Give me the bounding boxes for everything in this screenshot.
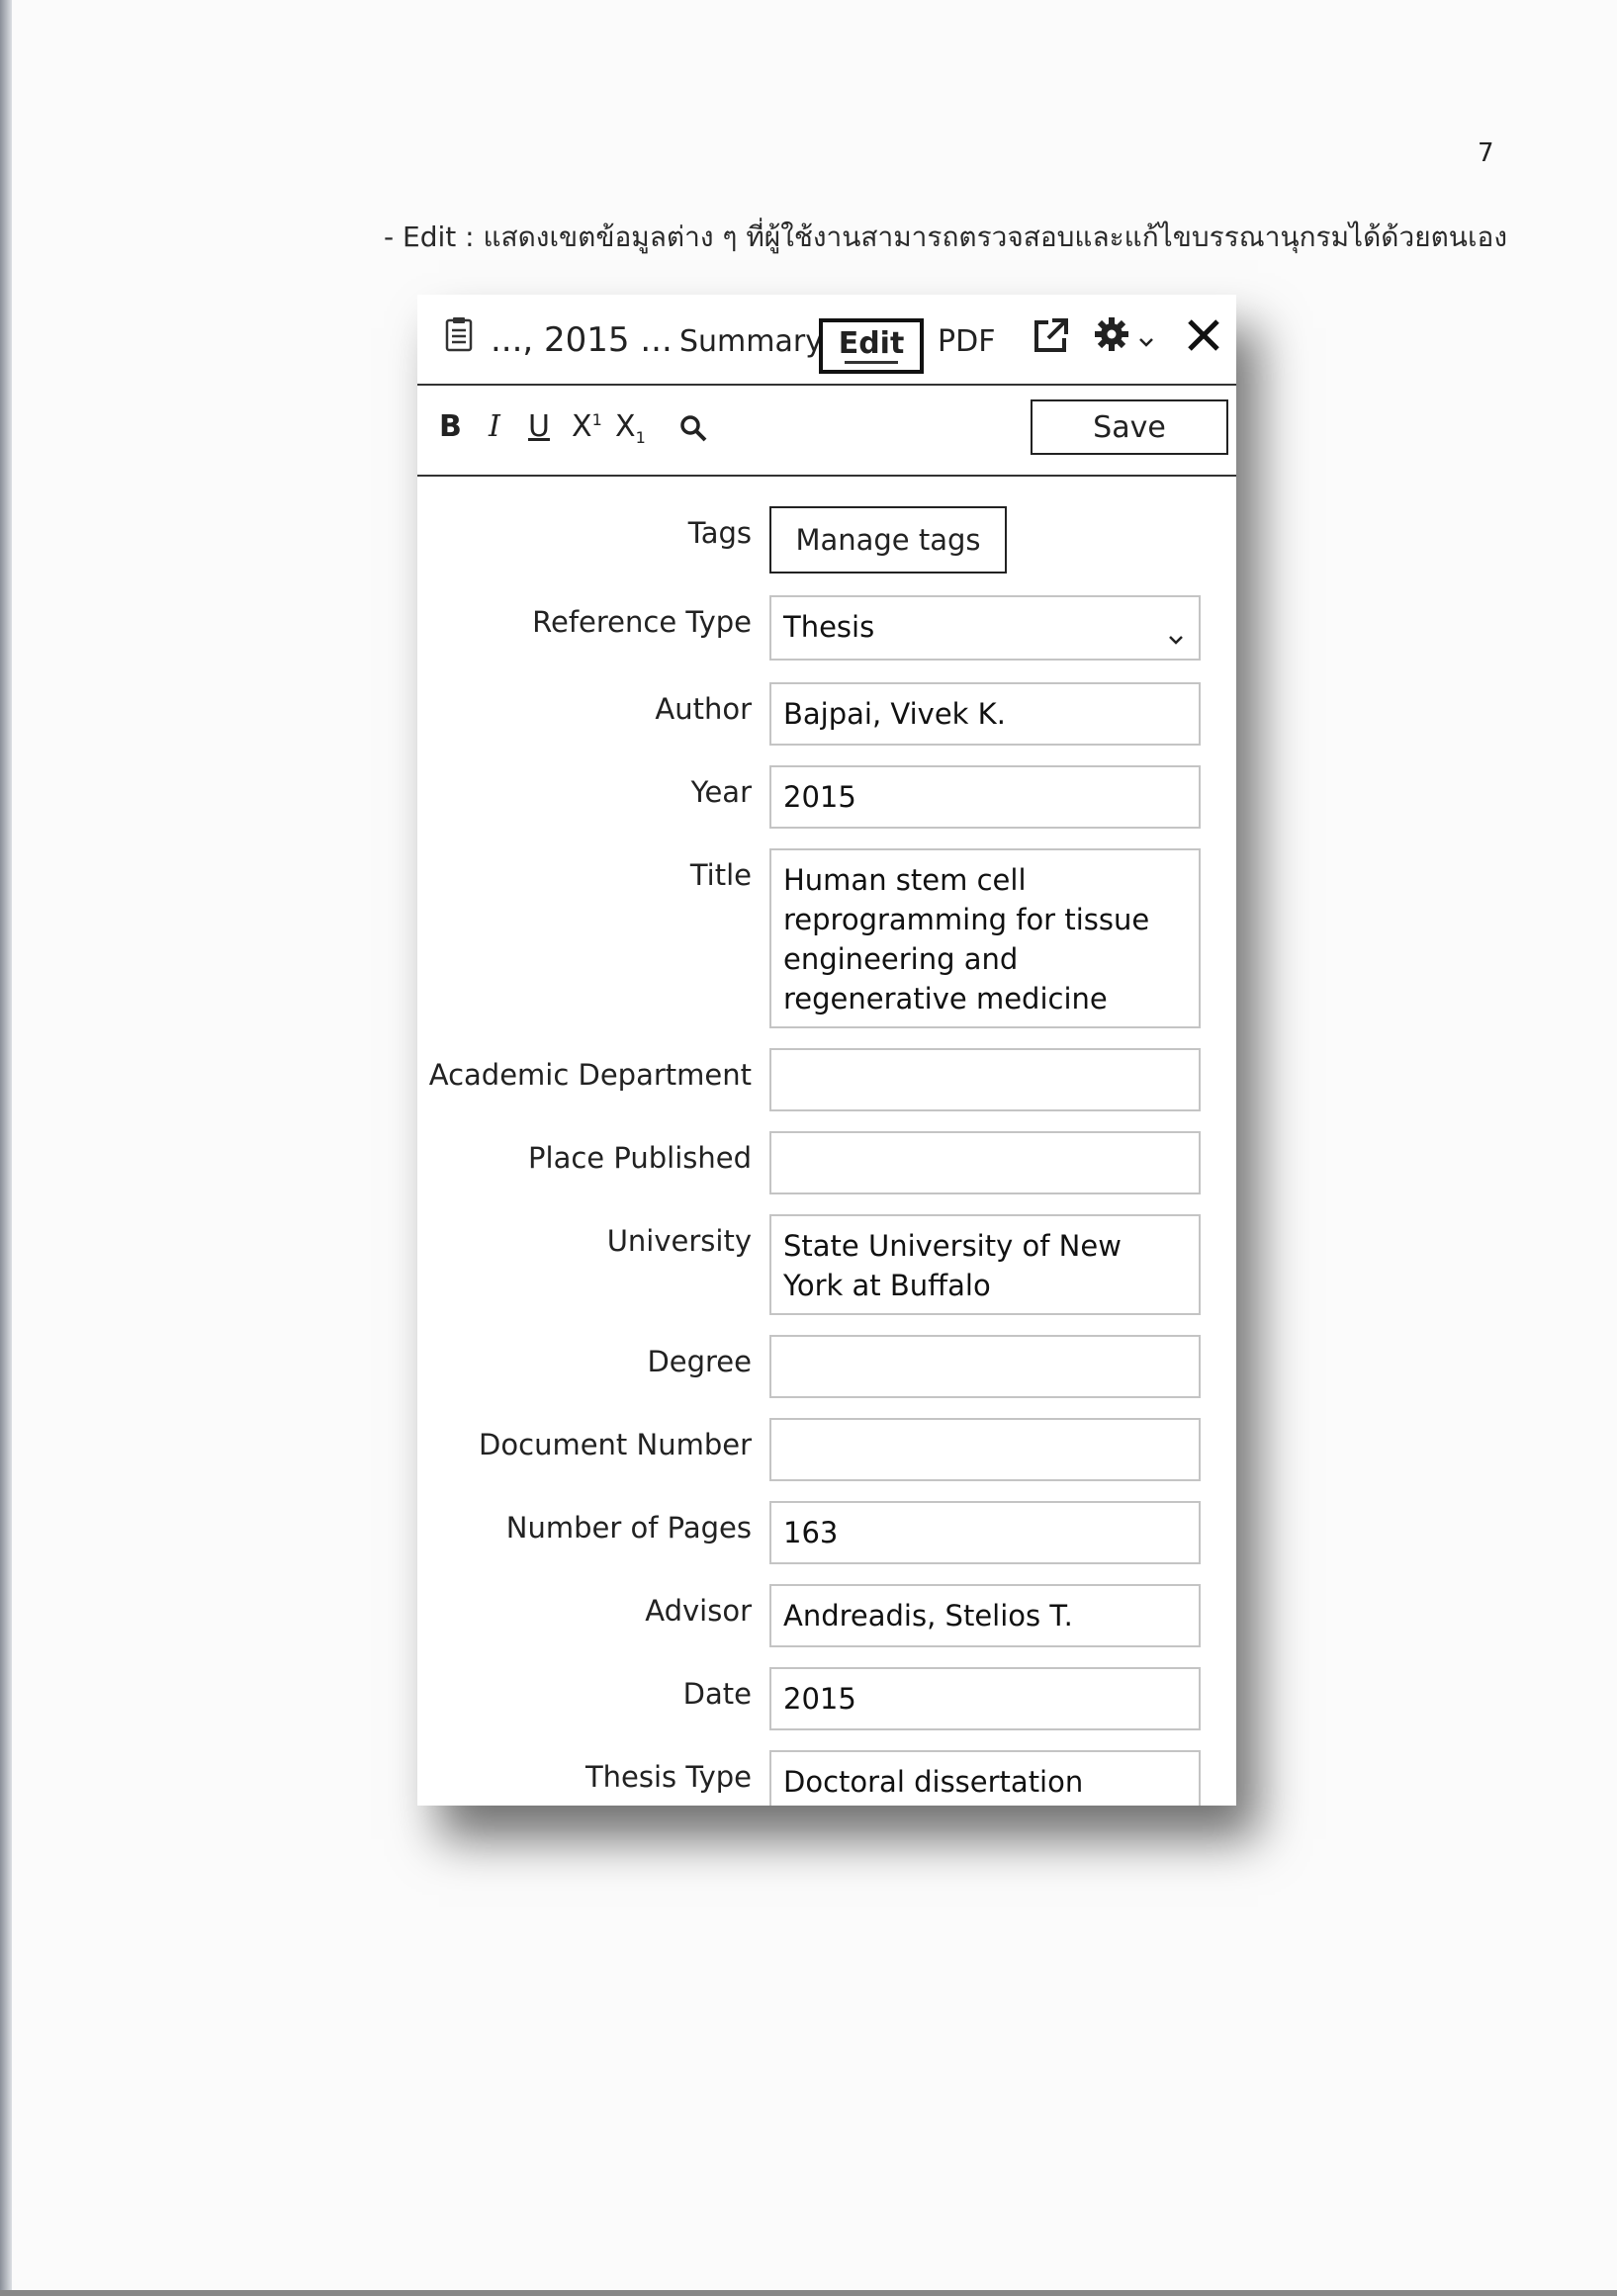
page-number: 7 bbox=[1478, 138, 1494, 168]
active-tab-underline bbox=[845, 361, 898, 364]
underline-button[interactable]: U bbox=[528, 409, 550, 444]
search-icon[interactable] bbox=[678, 413, 708, 443]
date-label: Date bbox=[682, 1677, 752, 1711]
row-date bbox=[417, 1667, 1236, 1732]
degree-label: Degree bbox=[647, 1345, 752, 1378]
caption: - Edit : แสดงเขตข้อมูลต่าง ๆ ที่ผู้ใช้งานสามารถตรวจสอบและแก้ไขบรรณานุกรมได้ด้วยตนเอง bbox=[384, 221, 1507, 253]
row-year bbox=[417, 765, 1236, 831]
document-number-field[interactable] bbox=[769, 1418, 1201, 1481]
university-label: University bbox=[606, 1224, 752, 1258]
date-field[interactable]: 2015 bbox=[769, 1667, 1201, 1730]
open-external-icon[interactable] bbox=[1031, 316, 1070, 356]
number-of-pages-label: Number of Pages bbox=[505, 1511, 752, 1545]
gear-icon[interactable] bbox=[1094, 316, 1129, 352]
reference-type-value: Thesis bbox=[783, 610, 875, 644]
row-advisor bbox=[417, 1584, 1236, 1649]
university-field[interactable]: State University of New York at Buffalo bbox=[769, 1214, 1201, 1315]
year-label: Year bbox=[690, 775, 752, 809]
tab-summary[interactable]: Summary bbox=[679, 324, 823, 359]
clipboard-icon bbox=[445, 316, 473, 352]
number-of-pages-field[interactable]: 163 bbox=[769, 1501, 1201, 1564]
title-label: Title bbox=[689, 858, 752, 892]
row-tags bbox=[417, 506, 1236, 575]
italic-button[interactable]: I bbox=[489, 409, 500, 444]
subscript-base: X bbox=[615, 409, 636, 444]
place-published-label: Place Published bbox=[528, 1141, 752, 1175]
scan-edge bbox=[0, 0, 12, 2296]
tab-bar bbox=[417, 295, 1236, 386]
superscript-button[interactable] bbox=[572, 409, 602, 444]
reference-type-label: Reference Type bbox=[532, 605, 752, 639]
superscript-base: X bbox=[572, 409, 592, 444]
title-field[interactable]: Human stem cell reprogramming for tissue engineering and regenerative medicine bbox=[769, 848, 1201, 1028]
close-icon[interactable] bbox=[1185, 316, 1222, 354]
subscript-button[interactable] bbox=[615, 409, 646, 447]
reference-type-select[interactable] bbox=[769, 595, 1201, 661]
row-thesis-type bbox=[417, 1750, 1236, 1806]
scan-bottom-edge bbox=[0, 2290, 1617, 2296]
row-reference-type bbox=[417, 595, 1236, 664]
academic-department-field[interactable] bbox=[769, 1048, 1201, 1111]
chevron-down-icon bbox=[1167, 619, 1185, 637]
tags-label: Tags bbox=[687, 516, 752, 550]
year-field[interactable]: 2015 bbox=[769, 765, 1201, 829]
place-published-field[interactable] bbox=[769, 1131, 1201, 1194]
advisor-field[interactable]: Andreadis, Stelios T. bbox=[769, 1584, 1201, 1647]
bold-button[interactable]: B bbox=[439, 409, 462, 444]
row-academic-department bbox=[417, 1048, 1236, 1113]
save-button[interactable]: Save bbox=[1031, 399, 1228, 455]
row-number-of-pages bbox=[417, 1501, 1236, 1566]
thesis-type-label: Thesis Type bbox=[584, 1760, 752, 1794]
format-toolbar bbox=[417, 386, 1236, 477]
author-field[interactable]: Bajpai, Vivek K. bbox=[769, 682, 1201, 746]
tab-edit-label: Edit bbox=[838, 326, 905, 361]
manage-tags-button[interactable]: Manage tags bbox=[769, 506, 1007, 574]
row-place-published bbox=[417, 1131, 1236, 1196]
row-degree bbox=[417, 1335, 1236, 1400]
author-label: Author bbox=[655, 692, 752, 726]
academic-department-label: Academic Department bbox=[428, 1058, 752, 1092]
subscript-mark: 1 bbox=[635, 428, 646, 447]
document-number-label: Document Number bbox=[479, 1428, 752, 1461]
advisor-label: Advisor bbox=[645, 1594, 752, 1628]
superscript-mark: 1 bbox=[591, 410, 602, 429]
row-author bbox=[417, 682, 1236, 748]
document-title: ..., 2015 ... bbox=[491, 320, 673, 360]
tab-edit[interactable] bbox=[819, 318, 924, 374]
reference-editor-panel bbox=[417, 295, 1236, 1806]
chevron-down-icon[interactable] bbox=[1137, 324, 1155, 342]
tab-pdf[interactable]: PDF bbox=[938, 324, 996, 359]
row-university bbox=[417, 1214, 1236, 1317]
row-document-number bbox=[417, 1418, 1236, 1483]
row-title bbox=[417, 848, 1236, 1030]
degree-field[interactable] bbox=[769, 1335, 1201, 1398]
thesis-type-field[interactable]: Doctoral dissertation bbox=[769, 1750, 1201, 1806]
